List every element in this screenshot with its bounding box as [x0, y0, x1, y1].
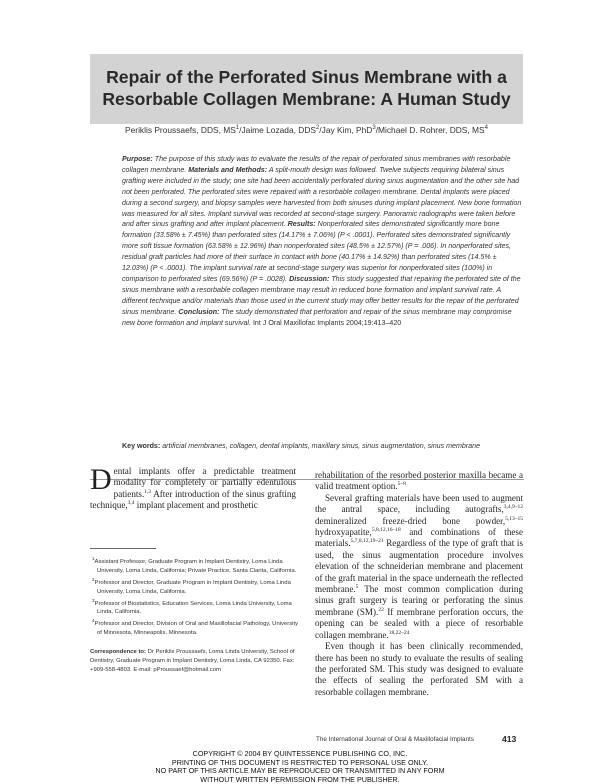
author-4: Michael D. Rohrer, DDS, MS: [378, 125, 485, 135]
body-text: Regardless of the type of graft that is used, the sinus augmentation procedure involves elevation of the schneiderian membrane and placement of the graft material in the space underneath the reflected membrane.: [315, 538, 523, 595]
intro-paragraph: [90, 463, 296, 512]
author-1: Periklis Proussaefs, DDS, MS: [125, 125, 236, 135]
copyright-line-2: PRINTING OF THIS DOCUMENT IS RESTRICTED TO PERSONAL USE ONLY.: [171, 757, 429, 767]
citation-ref: 5,8,12,16–18: [371, 527, 401, 533]
author-1-affil: 1: [235, 125, 240, 132]
body-paragraph-1: [315, 470, 523, 493]
citation: Int J Oral Maxillofac Implants 2004;19:413–420: [252, 318, 402, 327]
results-text: Nonperforated sites demonstrated significantly more bone formation (33.58% ± 7.45%) than perforated sites (14.17% ± 7.06%) (P < .0001). Perforated sites demonstrated significantly more soft tissue formation (63.58% ± 12.96%) than nonperforated sites (48.5% ± 12.57%) (P = .006). In nonperforated sites, residual graft particles had more of their surface in contact with bone (40.17% ± 14.92%) than perforated sites (14.5% ± 12.03%) (P < .0001). The implant survival rate at second-stage surgery was superior for nonperforated sites (100%) in comparison to perforated sites (69.56%) (P = .0028).: [122, 220, 512, 283]
body-text: Several grafting materials have been used to augment the antral space, including autografts,: [315, 492, 523, 515]
abstract: [122, 154, 524, 329]
body-column-left: [90, 463, 296, 512]
body-column-right: [315, 470, 523, 698]
author-3-affil: 3: [372, 125, 376, 132]
footnote-text: Professor and Director, Graduate Program in Implant Dentistry, Loma Linda University, Loma Linda, California.: [94, 579, 291, 595]
author-list: Periklis Proussaefs, DDS, $MS^1$/Jaime Lozada, DDS$^2$/Jay Kim, PhD$^3$/Michael D. Rohrer, DDS, $MS^4$: [125, 125, 488, 135]
title-line-2: Resorbable Collagen Membrane: A Human Study: [102, 89, 511, 109]
title-line-1: Repair of the Perforated Sinus Membrane with a: [106, 67, 507, 87]
drop-cap: D: [90, 463, 112, 496]
citation-ref: 5–8: [397, 481, 406, 488]
body-text: hydroxyapatite,: [315, 527, 372, 538]
correspondence: [90, 648, 300, 675]
copyright-line-1: COPYRIGHT © 2004 BY QUINTESSENCE PUBLISHING CO, INC.: [192, 749, 408, 758]
citation-ref: 5,7,8,12,19–21: [350, 538, 384, 545]
page-number: 413: [502, 734, 517, 744]
intro-text-2: After introduction of the sinus grafting technique,: [90, 488, 296, 511]
body-paragraph-3: [315, 641, 523, 698]
body-text: If membrane perforation occurs, the opening can be sealed with a piece of resorbable collagen membrane.: [315, 606, 524, 640]
keywords: [122, 441, 524, 452]
footnote-text: Professor and Director, Division of Oral and Maxillofacial Pathology, University of Minnesota, Minneapolis, Minnesota.: [94, 621, 299, 637]
footnotes: [90, 555, 300, 675]
copyright-notice: [0, 750, 600, 784]
footnote-3: [92, 597, 300, 618]
author-2-affil: 2: [315, 125, 320, 132]
citation-ref: 22: [378, 606, 384, 613]
conclusion-text: The study demonstrated that perforation and repair of the sinus membrane may compromise new bone formation and implant survival.: [122, 307, 512, 327]
author-3: Jay Kim, PhD: [321, 125, 373, 135]
correspondence-text: Dr Periklis Proussaefs, Loma Linda University, School of Dentistry, Graduate Program in Implant Dentistry, Loma Linda, CA 92350. Fax: +909-558-4803. E-mail: pProussaef@hotmail.com: [90, 649, 295, 673]
citation-ref: 1,2: [144, 488, 152, 495]
citation-ref: 5: [355, 584, 359, 591]
keywords-label: Key words:: [122, 442, 161, 450]
footnote-number: 4: [92, 618, 95, 624]
results-label: Results:: [287, 220, 316, 229]
citation-ref: 3,4: [127, 500, 135, 507]
footnote-4: [92, 617, 300, 638]
citation-ref: 18,22–24: [388, 629, 410, 636]
author-2: Jaime Lozada, DDS: [241, 125, 316, 135]
purpose-text: The purpose of this study was to evaluate the results of the repair of perforated sinus membranes with resorbable collagen membrane.: [122, 155, 511, 174]
footnote-number: 3: [92, 597, 95, 603]
footnote-2: [92, 576, 300, 597]
citation-ref: 3,4,9–12: [503, 504, 523, 511]
author-4-affil: 4: [484, 125, 488, 132]
copyright-line-4: WITHOUT WRITTEN PERMISSION FROM THE PUBLISHER.: [200, 774, 400, 784]
body-text: The most common complication during sinus graft surgery is tearing or perforating the sinus membrane (SM).: [315, 584, 523, 617]
correspondence-label: Correspondence to:: [90, 649, 146, 656]
running-footer-journal: The International Journal of Oral & Maxillofacial Implants: [316, 736, 474, 743]
body-text: Even though it has been clinically recommended, there has been no study to evaluate the results of sealing the perforated SM. This study was designed to evaluate the effects of sealing the perforated SM with a resorbable collagen membrane.: [315, 641, 523, 697]
methods-label: Materials and Methods:: [188, 165, 268, 174]
keywords-text: artificial membranes, collagen, dental implants, maxillary sinus, sinus augmentation, sinus membrane: [162, 442, 481, 450]
citation-ref: 5,13–15: [505, 515, 523, 522]
discussion-text: This study suggested that repairing the perforated site of the sinus membrane with a resorbable collagen membrane may result in reduced bone formation and implant survival rate. A different technique and/or materials than those used in the current study may offer better results for the repair of the perforated sinus membrane.: [122, 274, 521, 316]
intro-text-1: ental implants offer a predictable treatment modality for completely or partially edentulous patients.: [113, 466, 296, 499]
methods-text: A split-mouth design was followed. Twelve subjects requiring bilateral sinus grafting were included in the study; one site had been accidentally perforated during sinus augmentation and the other site had not been perforated. The perforated sites were repaired with a resorbable collagen membrane. Dental implants were placed during a second surgery, and biopsy samples were harvested from both sinuses during implant placement. New bone formation was measured for all sites. Implant survival was recorded at second-stage surgery. Panoramic radiographs were taken before and after sinus grafting and after implant placement.: [122, 165, 522, 229]
footnote-text: Professor of Biostatistics, Education Services, Loma Linda University, Loma Linda, California.: [94, 600, 292, 616]
footnote-divider: [90, 548, 156, 549]
copyright-line-3: NO PART OF THIS ARTICLE MAY BE REPRODUCED OR TRANSMITTED IN ANY FORM: [155, 766, 445, 776]
footnote-1: [92, 555, 300, 576]
body-text: demineralized freeze-dried bone powder,: [315, 515, 506, 526]
footnote-text: Assistant Professor, Graduate Program in Implant Dentistry, Loma Linda University, Loma Linda, California; Private Practice, Santa Clarita, California.: [94, 558, 297, 574]
footnote-number: 2: [92, 576, 95, 582]
purpose-label: Purpose:: [122, 155, 153, 163]
article-title: [90, 66, 523, 110]
conclusion-label: Conclusion:: [178, 307, 220, 316]
intro-text-3: implant placement and prosthetic: [136, 500, 258, 511]
body-paragraph-2: [315, 493, 523, 641]
footnote-number: 1: [92, 556, 95, 561]
body-text: rehabilitation of the resorbed posterior maxilla became a valid treatment option.: [315, 470, 523, 492]
discussion-label: Discussion:: [289, 274, 330, 283]
body-text: and combinations of these materials.: [315, 527, 523, 549]
